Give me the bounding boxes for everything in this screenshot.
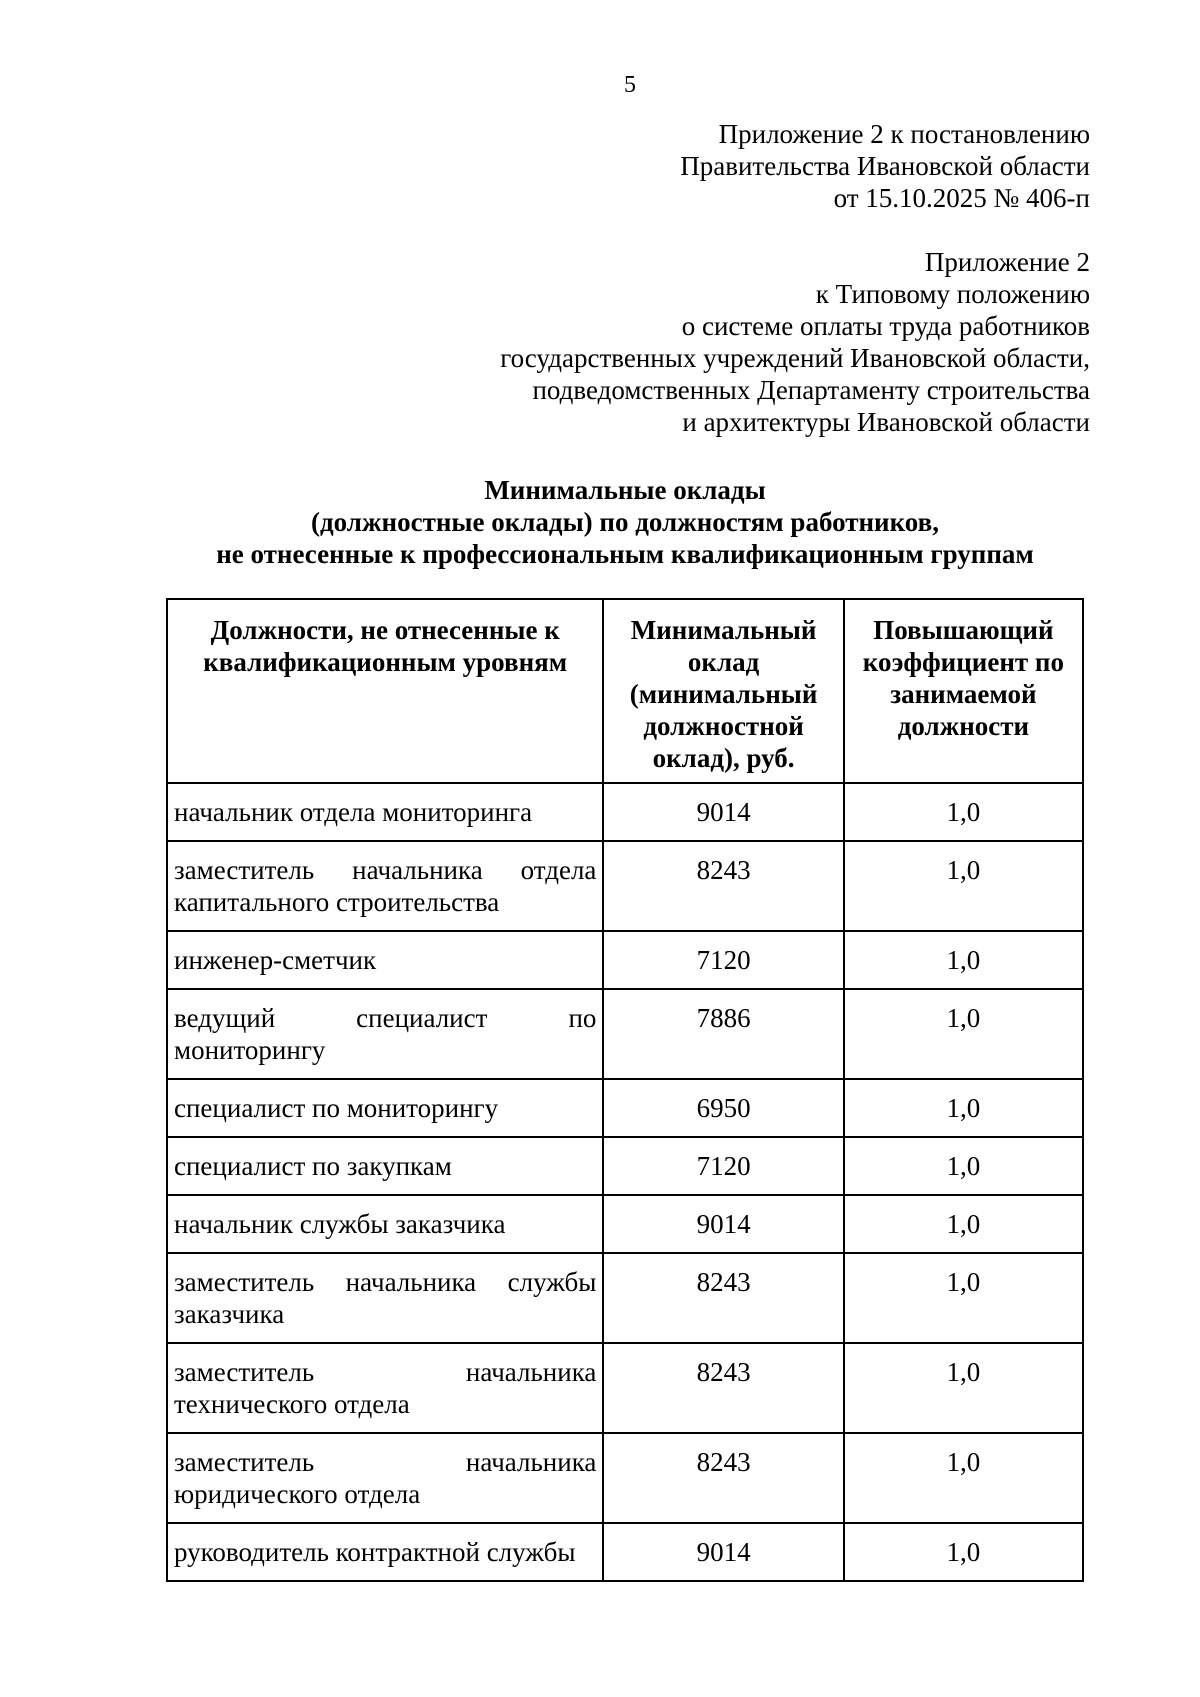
cell-salary: 8243 <box>603 1253 843 1343</box>
title-line: (должностные оклады) по должностям работников, <box>311 507 939 537</box>
cell-salary: 8243 <box>603 1433 843 1523</box>
annex-line: государственных учреждений Ивановской области, <box>500 343 1090 373</box>
table-row <box>167 1523 1083 1581</box>
cell-coefficient: 1,0 <box>844 1523 1083 1581</box>
cell-coefficient: 1,0 <box>844 1253 1083 1343</box>
cell-position: заместитель начальника отдела капитального строительства <box>167 841 603 931</box>
title-line: Минимальные оклады <box>484 475 766 505</box>
cell-salary: 9014 <box>603 1195 843 1253</box>
table-row <box>167 841 1083 931</box>
page-number: 5 <box>624 72 636 98</box>
cell-salary: 8243 <box>603 841 843 931</box>
annex-line: подведомственных Департаменту строительства <box>532 375 1090 405</box>
cell-position: специалист по мониторингу <box>167 1079 603 1137</box>
cell-position: руководитель контрактной службы <box>167 1523 603 1581</box>
table-row <box>167 1079 1083 1137</box>
cell-salary: 7120 <box>603 1137 843 1195</box>
cell-coefficient: 1,0 <box>844 989 1083 1079</box>
table-header-row <box>167 599 1083 783</box>
cell-coefficient: 1,0 <box>844 1343 1083 1433</box>
cell-position: начальник отдела мониторинга <box>167 783 603 841</box>
cell-position: заместитель начальника юридического отдела <box>167 1433 603 1523</box>
annex-line: и архитектуры Ивановской области <box>682 407 1090 437</box>
cell-position: заместитель начальника технического отдела <box>167 1343 603 1433</box>
header-position: Должности, не отнесенные к квалификационным уровням <box>167 599 603 783</box>
annex-line: Правительства Ивановской области <box>680 151 1090 181</box>
salary-table <box>166 598 1084 1582</box>
cell-coefficient: 1,0 <box>844 1433 1083 1523</box>
header-min-salary: Минимальный оклад (минимальный должностной оклад), руб. <box>603 599 843 783</box>
table-row <box>167 1195 1083 1253</box>
cell-position: заместитель начальника службы заказчика <box>167 1253 603 1343</box>
annex-line: Приложение 2 <box>924 247 1090 277</box>
cell-coefficient: 1,0 <box>844 783 1083 841</box>
title-line: не отнесенные к профессиональным квалификационным группам <box>216 539 1034 569</box>
cell-position: специалист по закупкам <box>167 1137 603 1195</box>
cell-salary: 9014 <box>603 783 843 841</box>
table-row <box>167 931 1083 989</box>
header-coefficient: Повышающий коэффициент по занимаемой должности <box>844 599 1083 783</box>
table-row <box>167 1343 1083 1433</box>
cell-position: начальник службы заказчика <box>167 1195 603 1253</box>
cell-coefficient: 1,0 <box>844 1137 1083 1195</box>
cell-coefficient: 1,0 <box>844 931 1083 989</box>
table-row <box>167 1137 1083 1195</box>
cell-coefficient: 1,0 <box>844 1079 1083 1137</box>
table-row <box>167 1253 1083 1343</box>
cell-salary: 8243 <box>603 1343 843 1433</box>
cell-position: ведущий специалист по мониторингу <box>167 989 603 1079</box>
annex-line: о системе оплаты труда работников <box>681 311 1090 341</box>
table-row <box>167 783 1083 841</box>
annex-line: от 15.10.2025 № 406-п <box>833 183 1090 213</box>
cell-salary: 9014 <box>603 1523 843 1581</box>
cell-coefficient: 1,0 <box>844 1195 1083 1253</box>
annex-reference-regulation <box>500 246 1090 438</box>
cell-salary: 7120 <box>603 931 843 989</box>
document-title <box>160 474 1090 570</box>
annex-line: Приложение 2 к постановлению <box>718 119 1090 149</box>
annex-line: к Типовому положению <box>815 279 1090 309</box>
table-row <box>167 989 1083 1079</box>
cell-coefficient: 1,0 <box>844 841 1083 931</box>
cell-salary: 6950 <box>603 1079 843 1137</box>
table-row <box>167 1433 1083 1523</box>
cell-salary: 7886 <box>603 989 843 1079</box>
cell-position: инженер-сметчик <box>167 931 603 989</box>
annex-reference-decree <box>680 118 1090 214</box>
